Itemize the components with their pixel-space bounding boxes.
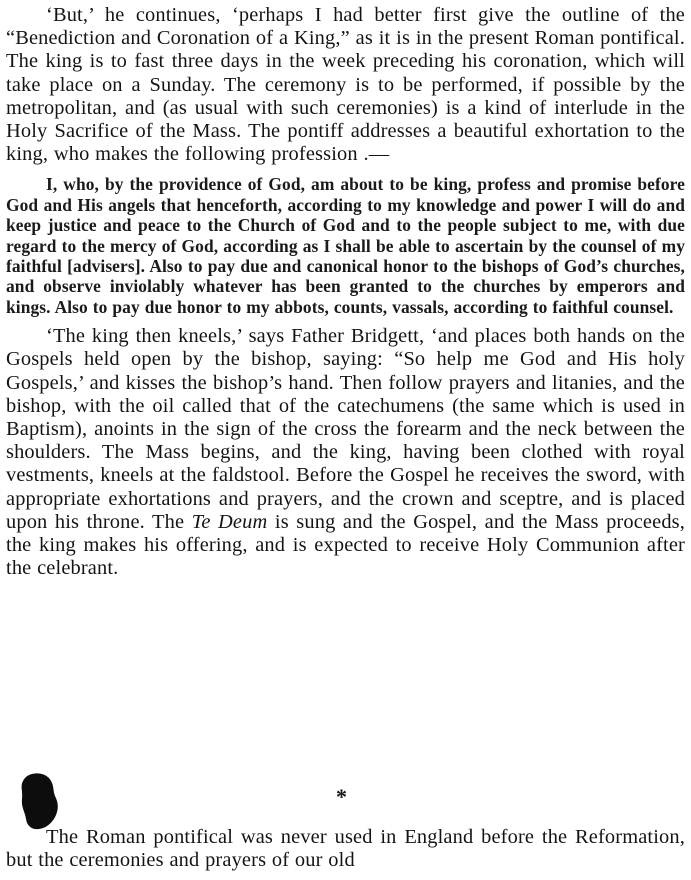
page-text-block <box>6 4 685 581</box>
paragraph-coronation-text-end: is sung and the Gospel, and the Mass proceeds, the king makes his offering, and is expected to receive Holy Communion after the celebrant. <box>6 510 685 580</box>
te-deum-italic: Te Deum <box>191 510 268 533</box>
section-separator-asterisk: * <box>336 784 347 809</box>
paragraph-outline: ‘But,’ he continues, ‘perhaps I had better first give the outline of the “Benediction and Coronation of a King,” as it is in the present Roman pontifical. The king is to fast three days in the week preceding his coronation, which will take place on a Sunday. The ceremony is to be performed, if possible by the metropolitan, and (as usual with such ceremonies) is a kind of interlude in the Holy Sacrifice of the Mass. The pontiff addresses a beautiful exhortation to the king, who makes the following profession .— <box>6 4 685 166</box>
paragraph-roman-pontifical: The Roman pontifical was never used in England before the Reformation, but the ceremonies and prayers of our old <box>6 826 685 872</box>
paragraph-coronation-rite <box>6 325 685 580</box>
paragraph-coronation-text: ‘The king then kneels,’ says Father Bridgett, ‘and places both hands on the Gospels held open by the bishop, saying: “So help me God and His holy Gospels,’ and kisses the bishop’s hand. Then follow prayers and litanies, and the bishop, with the oil called that of the catechumens (the same which is used in Baptism), anoints in the sign of the cross the forearm and the neck between the shoulders. The Mass begins, and the king, having been clothed with royal vestments, kneels at the faldstool. Before the Gospel he receives the sword, with appropriate exhortations and prayers, and the crown and sceptre, and is placed upon his throne. The <box>6 325 685 533</box>
paragraph-profession-quote: I, who, by the providence of God, am about to be king, profess and promise before God and His angels that henceforth, according to my knowledge and power I will do and keep justice and peace to the Church of God and to the people subject to me, with due regard to the mercy of God, according as I shall be able to ascertain by the counsel of my faithful [advisers]. Also to pay due and canonical honor to the bishops of God’s churches, and observe inviolably whatever has been granted to the churches by emperors and kings. Also to pay due honor to my abbots, counts, vassals, according to faithful counsel. <box>6 174 685 317</box>
ink-blot-mark <box>18 772 60 830</box>
